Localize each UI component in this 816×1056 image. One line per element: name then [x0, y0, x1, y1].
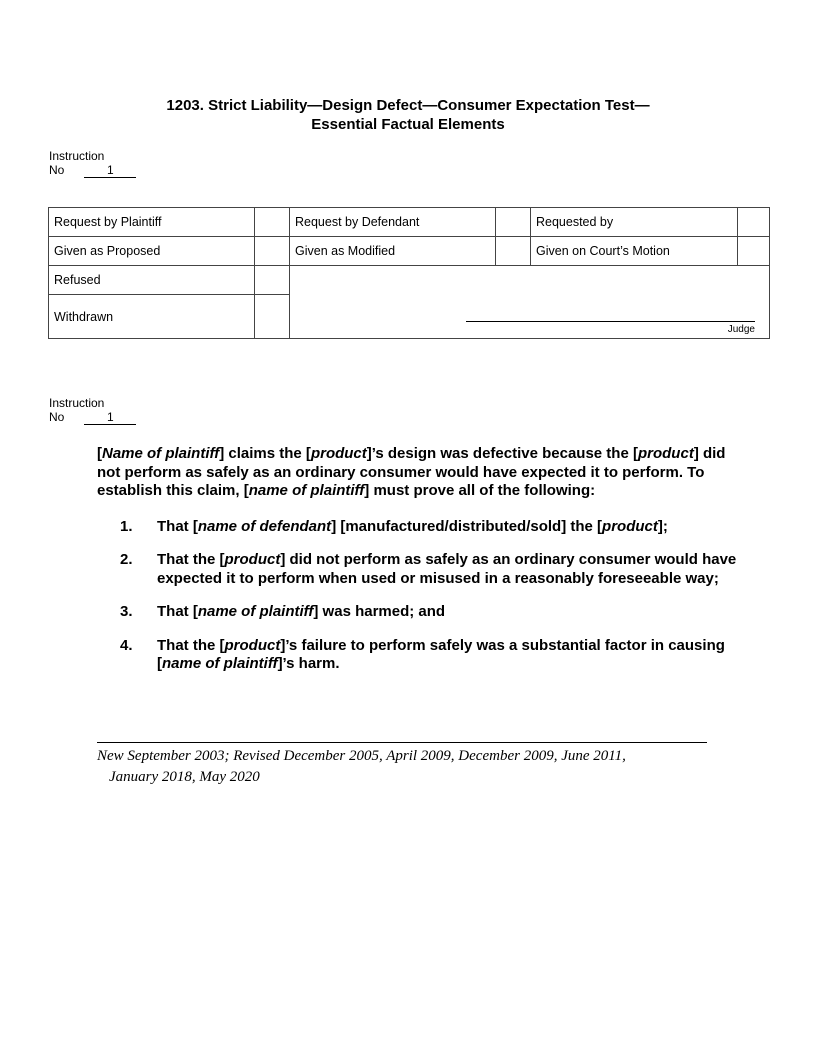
title-line-1: 1203. Strict Liability—Design Defect—Consumer Expectation Test— [166, 97, 650, 114]
instruction-label: Instruction [49, 149, 105, 163]
intro-paragraph: [Name of plaintiff] claims the [product]’s design was defective because the [product] did not perform as safely as an ordinary consumer would have expected it to perform. To establish this claim, [name of plaintiff] must prove all of the following: [97, 445, 726, 499]
revision-line-1: New September 2003; Revised December 2005, April 2009, December 2009, June 2011, [97, 748, 626, 764]
element-number: 4. [120, 636, 133, 654]
instruction-label: Instruction [49, 396, 105, 410]
placeholder-name-of-plaintiff: Name of plaintiff [102, 445, 220, 462]
given-as-proposed-box[interactable] [255, 237, 290, 266]
no-label: No [49, 410, 65, 424]
instruction-number-field[interactable]: 1 [84, 164, 136, 178]
judge-signature-line[interactable] [466, 321, 755, 322]
given-on-courts-motion-label: Given on Court’s Motion [531, 237, 738, 266]
placeholder-product: product [637, 445, 694, 462]
element-text: That the [product]’s failure to perform safely was a substantial factor in causing [name of plaintiff]’s harm. [157, 636, 725, 672]
requested-by-box[interactable] [738, 208, 770, 237]
placeholder-name-of-plaintiff: name of plaintiff [248, 482, 365, 499]
no-label: No [49, 163, 65, 177]
request-by-plaintiff-box[interactable] [255, 208, 290, 237]
judge-label: Judge [727, 324, 755, 335]
revision-line-2: January 2018, May 2020 [109, 769, 260, 785]
instruction-no-row [49, 163, 136, 178]
element-item [97, 551, 737, 588]
elements-list [97, 518, 737, 674]
refused-box[interactable] [255, 266, 290, 295]
instruction-number-field[interactable]: 1 [84, 411, 136, 425]
element-item [97, 603, 737, 622]
request-by-defendant-label: Request by Defendant [290, 208, 496, 237]
instruction-no-row [49, 410, 136, 425]
given-as-proposed-label: Given as Proposed [49, 237, 255, 266]
placeholder-product: product [310, 445, 367, 462]
withdrawn-label: Withdrawn [49, 295, 255, 339]
withdrawn-box[interactable] [255, 295, 290, 339]
given-on-courts-motion-box[interactable] [738, 237, 770, 266]
request-table [48, 207, 770, 339]
instruction-number-block-top [49, 149, 136, 178]
element-number: 1. [120, 517, 133, 535]
given-as-modified-box[interactable] [496, 237, 531, 266]
element-text: That [name of plaintiff] was harmed; and [157, 603, 446, 620]
instruction-body [97, 445, 737, 689]
element-text: That [name of defendant] [manufactured/distributed/sold] the [product]; [157, 517, 668, 535]
request-by-plaintiff-label: Request by Plaintiff [49, 208, 255, 237]
element-number: 3. [120, 603, 133, 620]
refused-label: Refused [49, 266, 255, 295]
element-text: That the [product] did not perform as safely as an ordinary consumer would have expected it to perform when used or misused in a reasonably foreseeable way; [157, 551, 737, 587]
element-item [97, 518, 737, 537]
instruction-number-block-bottom [49, 396, 136, 425]
request-by-defendant-box[interactable] [496, 208, 531, 237]
judge-signature-area [290, 266, 770, 339]
instruction-title [0, 96, 816, 134]
element-item [97, 637, 737, 674]
requested-by-label: Requested by [531, 208, 738, 237]
title-line-2: Essential Factual Elements [311, 116, 505, 133]
given-as-modified-label: Given as Modified [290, 237, 496, 266]
footer-divider [97, 742, 707, 743]
revision-history [97, 746, 697, 788]
element-number: 2. [120, 551, 133, 568]
